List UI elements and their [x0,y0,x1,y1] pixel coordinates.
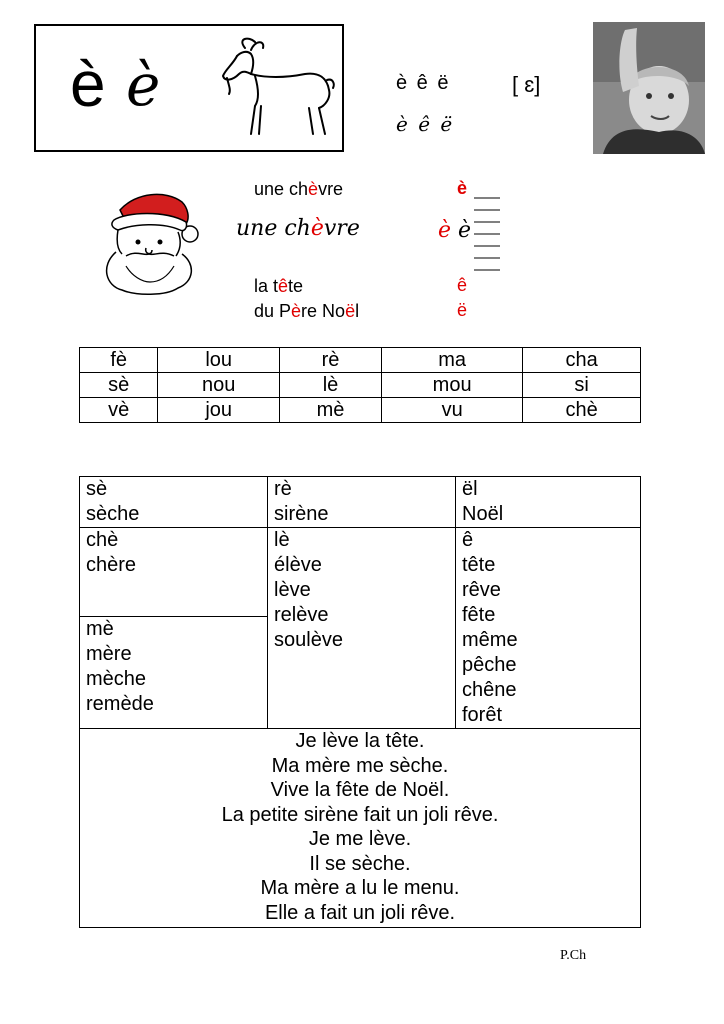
syllable-cell: lou [158,348,280,373]
accents-cursive: è ê ë [396,112,455,136]
syllable-cell: jou [158,398,280,423]
syllable-cell: lè [280,373,382,398]
writing-lines [474,196,500,272]
word-table [79,476,641,928]
santa-illustration [86,186,212,296]
syllable-table [79,347,641,423]
sentence: Vive la fête de Noël. [270,779,450,801]
syllable-cell: ma [381,348,522,373]
word3-pre: la t [254,276,279,296]
word-cell-e-circumflex [456,528,641,729]
accents-print: è ê ë [396,72,451,94]
syllable-cell: nou [158,373,280,398]
list-item: même [462,629,518,651]
list-item: mèche [86,667,147,690]
list-item: lè [274,529,290,551]
letter-print: è [70,48,106,120]
list-item: rêve [462,579,501,601]
sentence: Ma mère me sèche. [271,754,449,777]
list-item: chè [86,529,119,551]
word-cell-me [80,616,268,728]
word-cell-el [456,477,641,528]
list-item: remède [86,692,154,715]
word3-post: te [288,276,304,296]
word-cell-re [268,477,456,528]
list-item: mè [86,617,114,640]
child-photo [593,22,705,154]
list-item: sè [86,478,108,500]
table-row [80,477,641,528]
side-letter-4: ë [457,300,468,320]
sentence: Ma mère a lu le menu. [260,877,460,899]
sentence: Je lève la tête. [295,730,425,752]
goat-illustration [215,34,339,142]
letter-cursive: è [126,51,161,119]
list-item: relève [274,604,329,626]
word1-pre: une ch [254,179,309,199]
list-item: lève [274,579,311,601]
word-cell-se [80,477,268,528]
example-word-pere-noel [254,300,359,322]
syllable-cell: vu [381,398,522,423]
syllable-cell: chè [523,398,641,423]
syllable-cell: cha [523,348,641,373]
list-item: forêt [462,704,503,726]
table-row [80,373,641,398]
word2-pre: une ch [236,216,311,241]
list-item: rè [274,478,292,500]
side-letter-2a: è [438,218,452,243]
sentence: Je me lève. [308,828,412,850]
word-cell-le [268,528,456,729]
word2-post: vre [323,216,360,241]
table-row [80,398,641,423]
table-row [80,348,641,373]
word1-highlight: è [308,179,319,199]
word4-highlight: è [291,301,302,321]
sentence: Elle a fait un joli rêve. [264,901,456,924]
list-item: fête [462,604,496,626]
list-item: Noël [462,503,504,525]
syllable-cell: mou [381,373,522,398]
syllable-cell: mè [280,398,382,423]
word2-highlight: è [310,216,324,241]
table-row [80,729,641,928]
phoneme-symbol: [ ɛ] [512,72,541,97]
side-letter-1: è [457,178,468,198]
list-item: soulève [274,629,343,651]
example-word-chevre-cursive [236,218,360,240]
syllable-cell: si [523,373,641,398]
word-cell-che [80,528,268,617]
side-letter-2b: è [458,218,472,243]
author-signature: P.Ch [560,948,587,963]
sentence: La petite sirène fait un joli rêve. [221,803,499,826]
side-letter-2 [438,218,471,243]
syllable-cell: rè [280,348,382,373]
side-letter-3: ê [457,275,468,295]
word3-highlight: ê [278,276,289,296]
example-word-tete [254,275,303,297]
list-item: ê [462,529,474,551]
example-word-chevre [254,178,343,200]
syllable-cell: vè [80,398,158,423]
word1-post: vre [318,179,344,199]
sentence: Il se sèche. [309,852,411,875]
list-item: élève [274,554,322,576]
table-row [80,528,641,617]
list-item: sèche [86,503,140,525]
syllable-cell: fè [80,348,158,373]
sentences-cell [80,729,641,928]
syllable-cell: sè [80,373,158,398]
list-item: pêche [462,654,517,676]
list-item: ël [462,478,478,500]
list-item: chêne [462,679,517,701]
list-item: tête [462,554,496,576]
word4-pre: du P [254,301,292,321]
list-item: mère [86,642,132,665]
word4-highlight-2: ë [345,301,356,321]
word4-post: l [355,301,360,321]
list-item: chère [86,554,137,576]
word4-mid: re No [301,301,346,321]
list-item: sirène [274,503,329,525]
